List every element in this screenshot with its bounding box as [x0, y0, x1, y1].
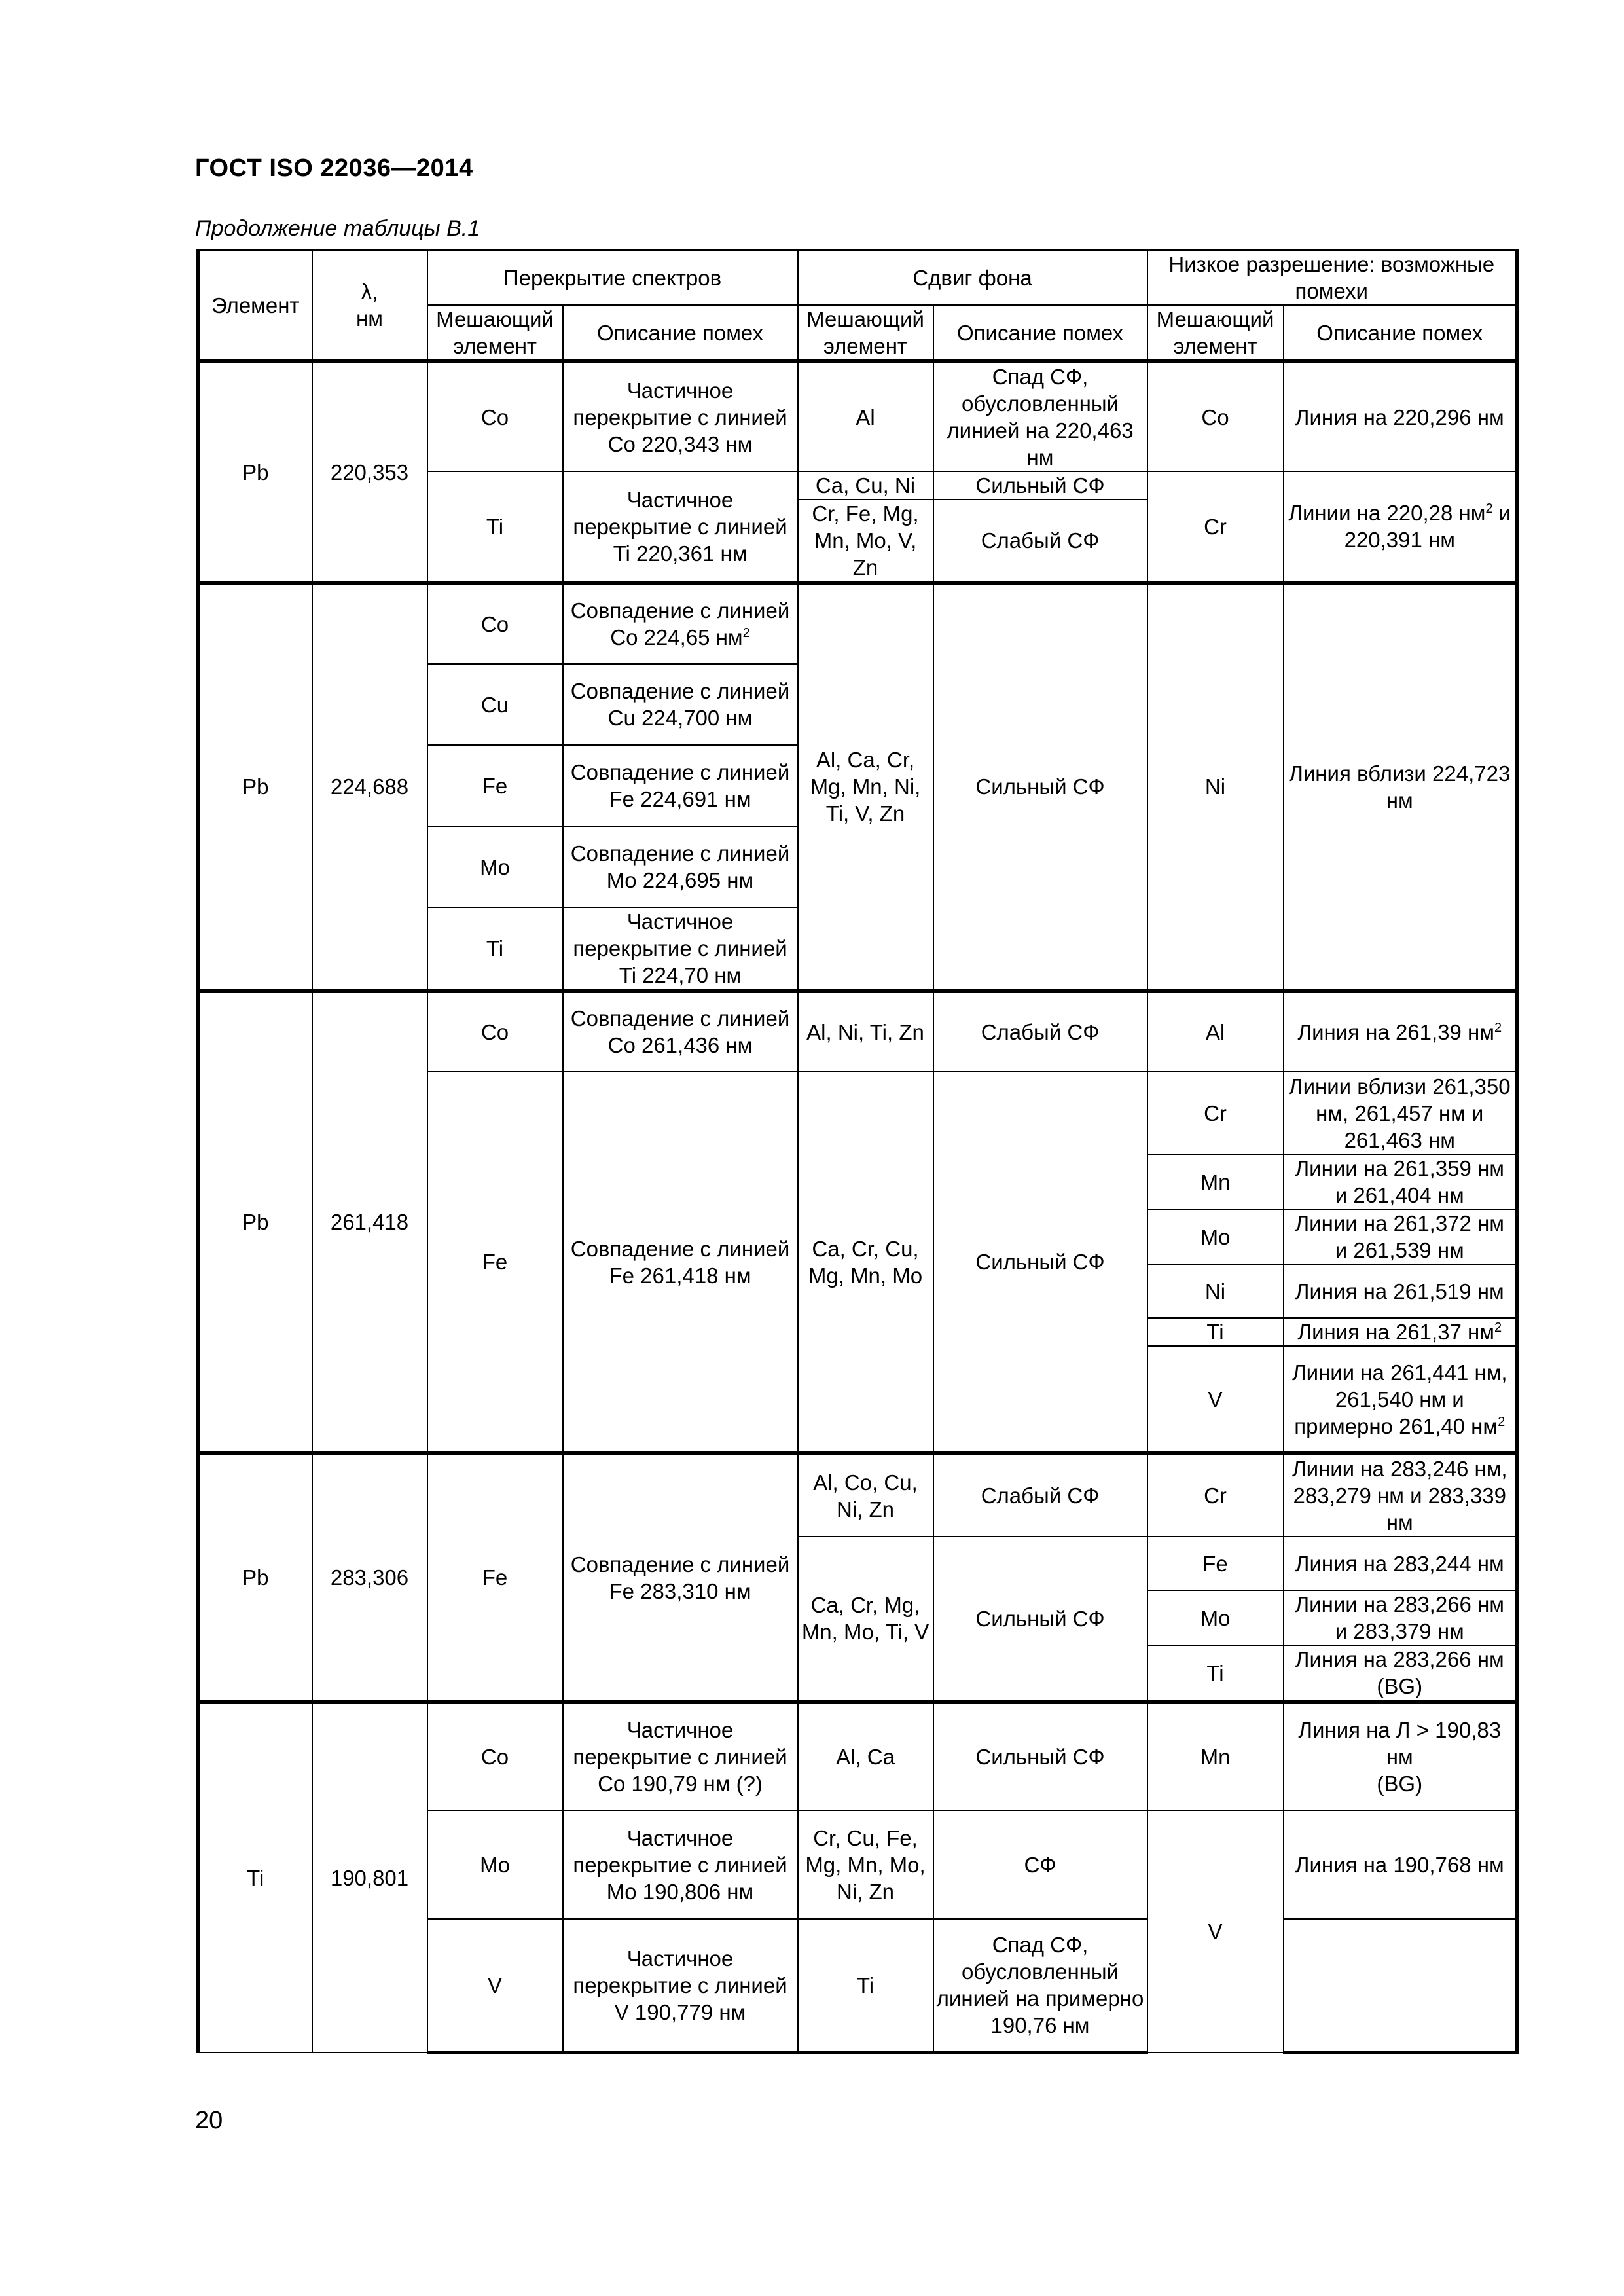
table-cell: [1284, 1702, 1517, 1810]
cell-text: Cr: [1204, 514, 1227, 539]
col-header-overlap: Перекрытие спектров: [427, 250, 798, 306]
cell-text: Сильный СФ: [975, 774, 1105, 799]
cell-text: V: [1208, 1387, 1223, 1412]
table-cell: [798, 500, 933, 583]
table-cell: [563, 1919, 798, 2052]
table-cell: [798, 1919, 933, 2052]
table-cell: [312, 1702, 427, 2052]
cell-text: Частичное перекрытие с линией Ti 220,361 нм: [573, 487, 787, 566]
cell-text: Линия на 283,244 нм: [1295, 1551, 1504, 1576]
table-cell: [198, 991, 312, 1453]
cell-text: Al, Ca, Cr, Mg, Mn, Ni, Ti, V, Zn: [810, 748, 921, 826]
table-cell: [933, 1072, 1147, 1453]
table-cell: [563, 907, 798, 991]
page-number: 20: [195, 2107, 223, 2134]
footnote-marker: 2: [1498, 1414, 1506, 1429]
cell-text: Co: [480, 611, 509, 636]
table-cell: [1284, 583, 1517, 991]
table-cell: [1147, 1537, 1284, 1590]
table-cell: [798, 1072, 933, 1453]
col-header-interfering-element: Мешающий элемент: [798, 305, 933, 361]
cell-text: Mo: [480, 1852, 510, 1877]
document-header: ГОСТ ISO 22036—2014: [195, 155, 473, 182]
table-caption: Продолжение таблицы В.1: [195, 216, 480, 241]
col-header-low-resolution: Низкое разрешение: возможные помехи: [1147, 250, 1517, 306]
cell-text: Co: [480, 1019, 509, 1044]
cell-text-continued: и 220,391 нм: [1344, 501, 1511, 552]
table-cell: [1147, 1645, 1284, 1702]
table-cell: [1284, 361, 1517, 471]
table-cell: [427, 1702, 563, 1810]
table-cell: [563, 361, 798, 471]
cell-text: Ti: [247, 1865, 264, 1890]
cell-text: Линия на 261,519 нм: [1295, 1279, 1504, 1303]
cell-text: Ti: [1206, 1660, 1224, 1685]
cell-text: Mn: [1200, 1744, 1231, 1769]
table-cell: [563, 1810, 798, 1919]
cell-text: Слабый СФ: [981, 1484, 1100, 1508]
cell-text: 283,306: [330, 1565, 409, 1590]
table-cell: [933, 1919, 1147, 2052]
table-cell: [1284, 1154, 1517, 1209]
cell-text: Сильный СФ: [975, 1744, 1105, 1769]
cell-text: Fe: [482, 1565, 508, 1590]
table-cell: [427, 583, 563, 664]
cell-text: Cr: [1204, 1484, 1227, 1508]
footnote-marker: 2: [742, 626, 750, 640]
table-cell: [427, 471, 563, 583]
table-cell: [1147, 583, 1284, 991]
cell-text: Спад СФ, обусловленный линией на 220,463 нм: [947, 365, 1134, 469]
table-cell: [1284, 1346, 1517, 1453]
table-cell: [798, 1810, 933, 1919]
table-cell: [427, 1919, 563, 2052]
table-cell: [1284, 1072, 1517, 1154]
cell-text: Pb: [242, 774, 269, 799]
cell-text: Сильный СФ: [975, 1250, 1105, 1274]
table-cell: [312, 1453, 427, 1702]
table-cell: [427, 826, 563, 907]
table-cell: [933, 991, 1147, 1072]
data-table: [196, 249, 1519, 2054]
col-header-interfering-element: Мешающий элемент: [1147, 305, 1284, 361]
cell-text: Линии на 283,246 нм, 283,279 нм и 283,339 нм: [1291, 1457, 1507, 1535]
cell-text: Частичное перекрытие с линией Ti 224,70 нм: [573, 909, 787, 987]
table-cell: [798, 583, 933, 991]
cell-text: Ni: [1204, 1279, 1226, 1303]
table-cell: [563, 826, 798, 907]
cell-text: Mn: [1200, 1169, 1231, 1194]
cell-text: Линии на 220,28 нм: [1288, 501, 1486, 525]
cell-text: Ti: [856, 1973, 875, 1997]
table-cell: [427, 361, 563, 471]
cell-text: Линия на 261,37 нм: [1297, 1320, 1494, 1344]
cell-text: Совпадение с линией Mo 224,695 нм: [570, 841, 790, 892]
cell-text: Fe: [482, 773, 508, 798]
table-cell: [563, 1702, 798, 1810]
cell-text: Ca, Cr, Mg, Mn, Mo, Ti, V: [801, 1593, 929, 1644]
table-cell: [933, 583, 1147, 991]
table-row: [198, 991, 1517, 1072]
cell-text: Сильный СФ: [975, 1606, 1105, 1631]
cell-text: Pb: [242, 460, 269, 484]
table-row: [198, 361, 1517, 471]
cell-text: V: [1208, 1919, 1223, 1944]
table-cell: [1147, 361, 1284, 471]
table-cell: [1147, 991, 1284, 1072]
cell-text: Спад СФ, обусловленный линией на примерно 190,76 нм: [936, 1933, 1144, 2038]
table-cell: [1284, 991, 1517, 1072]
cell-text: Pb: [242, 1565, 269, 1590]
table-cell: [312, 361, 427, 583]
table-cell: [1284, 1453, 1517, 1537]
table-cell: [798, 1537, 933, 1702]
col-header-description: Описание помех: [933, 305, 1147, 361]
cell-text: Al, Ca: [836, 1744, 895, 1769]
table-cell: [933, 1453, 1147, 1537]
table-cell: [1284, 1264, 1517, 1318]
table-cell: [933, 1810, 1147, 1919]
table-cell: [427, 1072, 563, 1453]
cell-text: Co: [480, 405, 509, 429]
cell-text: Ti: [1206, 1320, 1224, 1344]
table-cell: [312, 583, 427, 991]
table-row: [198, 1702, 1517, 1810]
table-cell: [563, 1453, 798, 1702]
cell-text: Cr, Cu, Fe, Mg, Mn, Mo, Ni, Zn: [805, 1825, 926, 1904]
col-header-interfering-element: Мешающий элемент: [427, 305, 563, 361]
table-cell: [1147, 1590, 1284, 1645]
cell-text: Частичное перекрытие с линией Mo 190,806 нм: [573, 1825, 787, 1904]
cell-text: Совпадение с линией Fe 283,310 нм: [570, 1552, 790, 1603]
cell-text: Al, Co, Cu, Ni, Zn: [813, 1470, 918, 1522]
table-cell: [427, 907, 563, 991]
table-cell: [563, 664, 798, 745]
col-header-element: Элемент: [198, 250, 312, 362]
table-cell: [563, 583, 798, 664]
table-cell: [1284, 471, 1517, 583]
table-cell: [198, 1702, 312, 2052]
cell-text: Al: [1205, 1019, 1225, 1044]
cell-text: Линия на 190,768 нм: [1295, 1852, 1504, 1877]
table-cell: [798, 991, 933, 1072]
cell-text: Сильный СФ: [975, 473, 1105, 498]
footnote-marker: 2: [1485, 501, 1493, 516]
cell-text: Al: [856, 405, 875, 429]
table-cell: [1147, 1154, 1284, 1209]
table-row: [198, 583, 1517, 664]
cell-text: Cu: [480, 692, 509, 717]
table-cell: [798, 471, 933, 500]
cell-text: Cr: [1204, 1101, 1227, 1125]
cell-text: Линия вблизи 224,723 нм: [1289, 761, 1511, 812]
table-cell: [1147, 1209, 1284, 1264]
cell-text: Линия на 283,266 нм (BG): [1295, 1647, 1504, 1698]
cell-text: Частичное перекрытие с линией Co 220,343 нм: [573, 378, 787, 456]
table-cell: [1284, 1318, 1517, 1346]
cell-text: Линии на 261,441 нм, 261,540 нм и примерно 261,40 нм: [1291, 1360, 1507, 1438]
cell-text: Слабый СФ: [981, 528, 1100, 553]
table-cell: [1147, 1072, 1284, 1154]
table-cell: [427, 1810, 563, 1919]
table-cell: [1147, 1318, 1284, 1346]
col-header-description: Описание помех: [563, 305, 798, 361]
table-cell: [563, 1072, 798, 1453]
cell-text: Совпадение с линией Fe 224,691 нм: [570, 760, 790, 811]
cell-text: Совпадение с линией Co 261,436 нм: [570, 1006, 790, 1057]
table-cell: [1147, 1453, 1284, 1537]
table-cell: [427, 1453, 563, 1702]
table-cell: [563, 471, 798, 583]
table-cell: [933, 500, 1147, 583]
cell-text: Частичное перекрытие с линией Co 190,79 нм (?): [573, 1717, 787, 1796]
cell-text: Al, Ni, Ti, Zn: [806, 1019, 924, 1044]
cell-text: Ca, Cu, Ni: [815, 473, 916, 498]
table-cell: [1147, 1264, 1284, 1318]
table-cell: [798, 1453, 933, 1537]
cell-text: Линии на 283,266 нм и 283,379 нм: [1295, 1592, 1504, 1643]
cell-text: Совпадение с линией Cu 224,700 нм: [570, 679, 790, 730]
cell-text: Mo: [1200, 1224, 1231, 1249]
table-cell: [1147, 471, 1284, 583]
table-cell: [1284, 1919, 1517, 2052]
cell-text: Ti: [486, 936, 504, 960]
cell-text: Ca, Cr, Cu, Mg, Mn, Mo: [808, 1236, 923, 1288]
cell-text: 224,688: [330, 774, 409, 799]
table-cell: [198, 361, 312, 583]
cell-text: Совпадение с линией Co 224,65 нм: [570, 598, 790, 649]
table-cell: [1147, 1702, 1284, 1810]
table-cell: [427, 745, 563, 826]
cell-text: Fe: [1202, 1551, 1228, 1576]
cell-text: Линии на 261,359 нм и 261,404 нм: [1295, 1156, 1504, 1207]
table-body: [198, 361, 1517, 2052]
table-cell: [1284, 1810, 1517, 1919]
cell-text: Ni: [1204, 774, 1226, 799]
cell-text: Линии вблизи 261,350 нм, 261,457 нм и 261,463 нм: [1288, 1074, 1511, 1152]
col-header-description: Описание помех: [1284, 305, 1517, 361]
cell-text: Совпадение с линией Fe 261,418 нм: [570, 1236, 790, 1288]
cell-text: Линия на Л > 190,83 нм (BG): [1298, 1717, 1502, 1796]
table-cell: [198, 583, 312, 991]
cell-text: Частичное перекрытие с линией V 190,779 нм: [573, 1946, 787, 2024]
table-cell: [427, 991, 563, 1072]
cell-text: Линия на 261,39 нм: [1297, 1019, 1494, 1044]
table-cell: [563, 745, 798, 826]
cell-text: Co: [480, 1744, 509, 1769]
cell-text: Fe: [482, 1250, 508, 1274]
cell-text: 190,801: [330, 1865, 409, 1890]
table-cell: [933, 361, 1147, 471]
table-cell: [1147, 1346, 1284, 1453]
cell-text: Cr, Fe, Mg, Mn, Mo, V, Zn: [812, 501, 919, 579]
table-cell: [933, 471, 1147, 500]
table-cell: [798, 1702, 933, 1810]
cell-text: 220,353: [330, 460, 409, 484]
cell-text: Слабый СФ: [981, 1019, 1100, 1044]
cell-text: Co: [1201, 405, 1229, 429]
table-cell: [198, 1453, 312, 1702]
table-cell: [312, 991, 427, 1453]
table-cell: [1284, 1209, 1517, 1264]
table-cell: [933, 1537, 1147, 1702]
table-cell: [427, 664, 563, 745]
cell-text: СФ: [1024, 1852, 1056, 1877]
table-cell: [1284, 1537, 1517, 1590]
col-header-background-shift: Сдвиг фона: [798, 250, 1147, 306]
table-cell: [563, 991, 798, 1072]
table-cell: [933, 1702, 1147, 1810]
cell-text: Mo: [480, 854, 510, 879]
cell-text: 261,418: [330, 1210, 409, 1234]
table-cell: [1284, 1645, 1517, 1702]
footnote-marker: 2: [1494, 1321, 1502, 1335]
table-cell: [1284, 1590, 1517, 1645]
table-row: [198, 1453, 1517, 1537]
cell-text: Ti: [486, 514, 504, 539]
cell-text: Линия на 220,296 нм: [1295, 405, 1504, 429]
cell-text: V: [487, 1973, 502, 1997]
cell-text: Mo: [1200, 1605, 1231, 1630]
footnote-marker: 2: [1494, 1020, 1502, 1035]
cell-text: Линии на 261,372 нм и 261,539 нм: [1295, 1211, 1504, 1262]
table-cell: [1147, 1810, 1284, 2052]
cell-text: Pb: [242, 1210, 269, 1234]
col-header-wavelength: λ, нм: [312, 250, 427, 362]
table-cell: [798, 361, 933, 471]
